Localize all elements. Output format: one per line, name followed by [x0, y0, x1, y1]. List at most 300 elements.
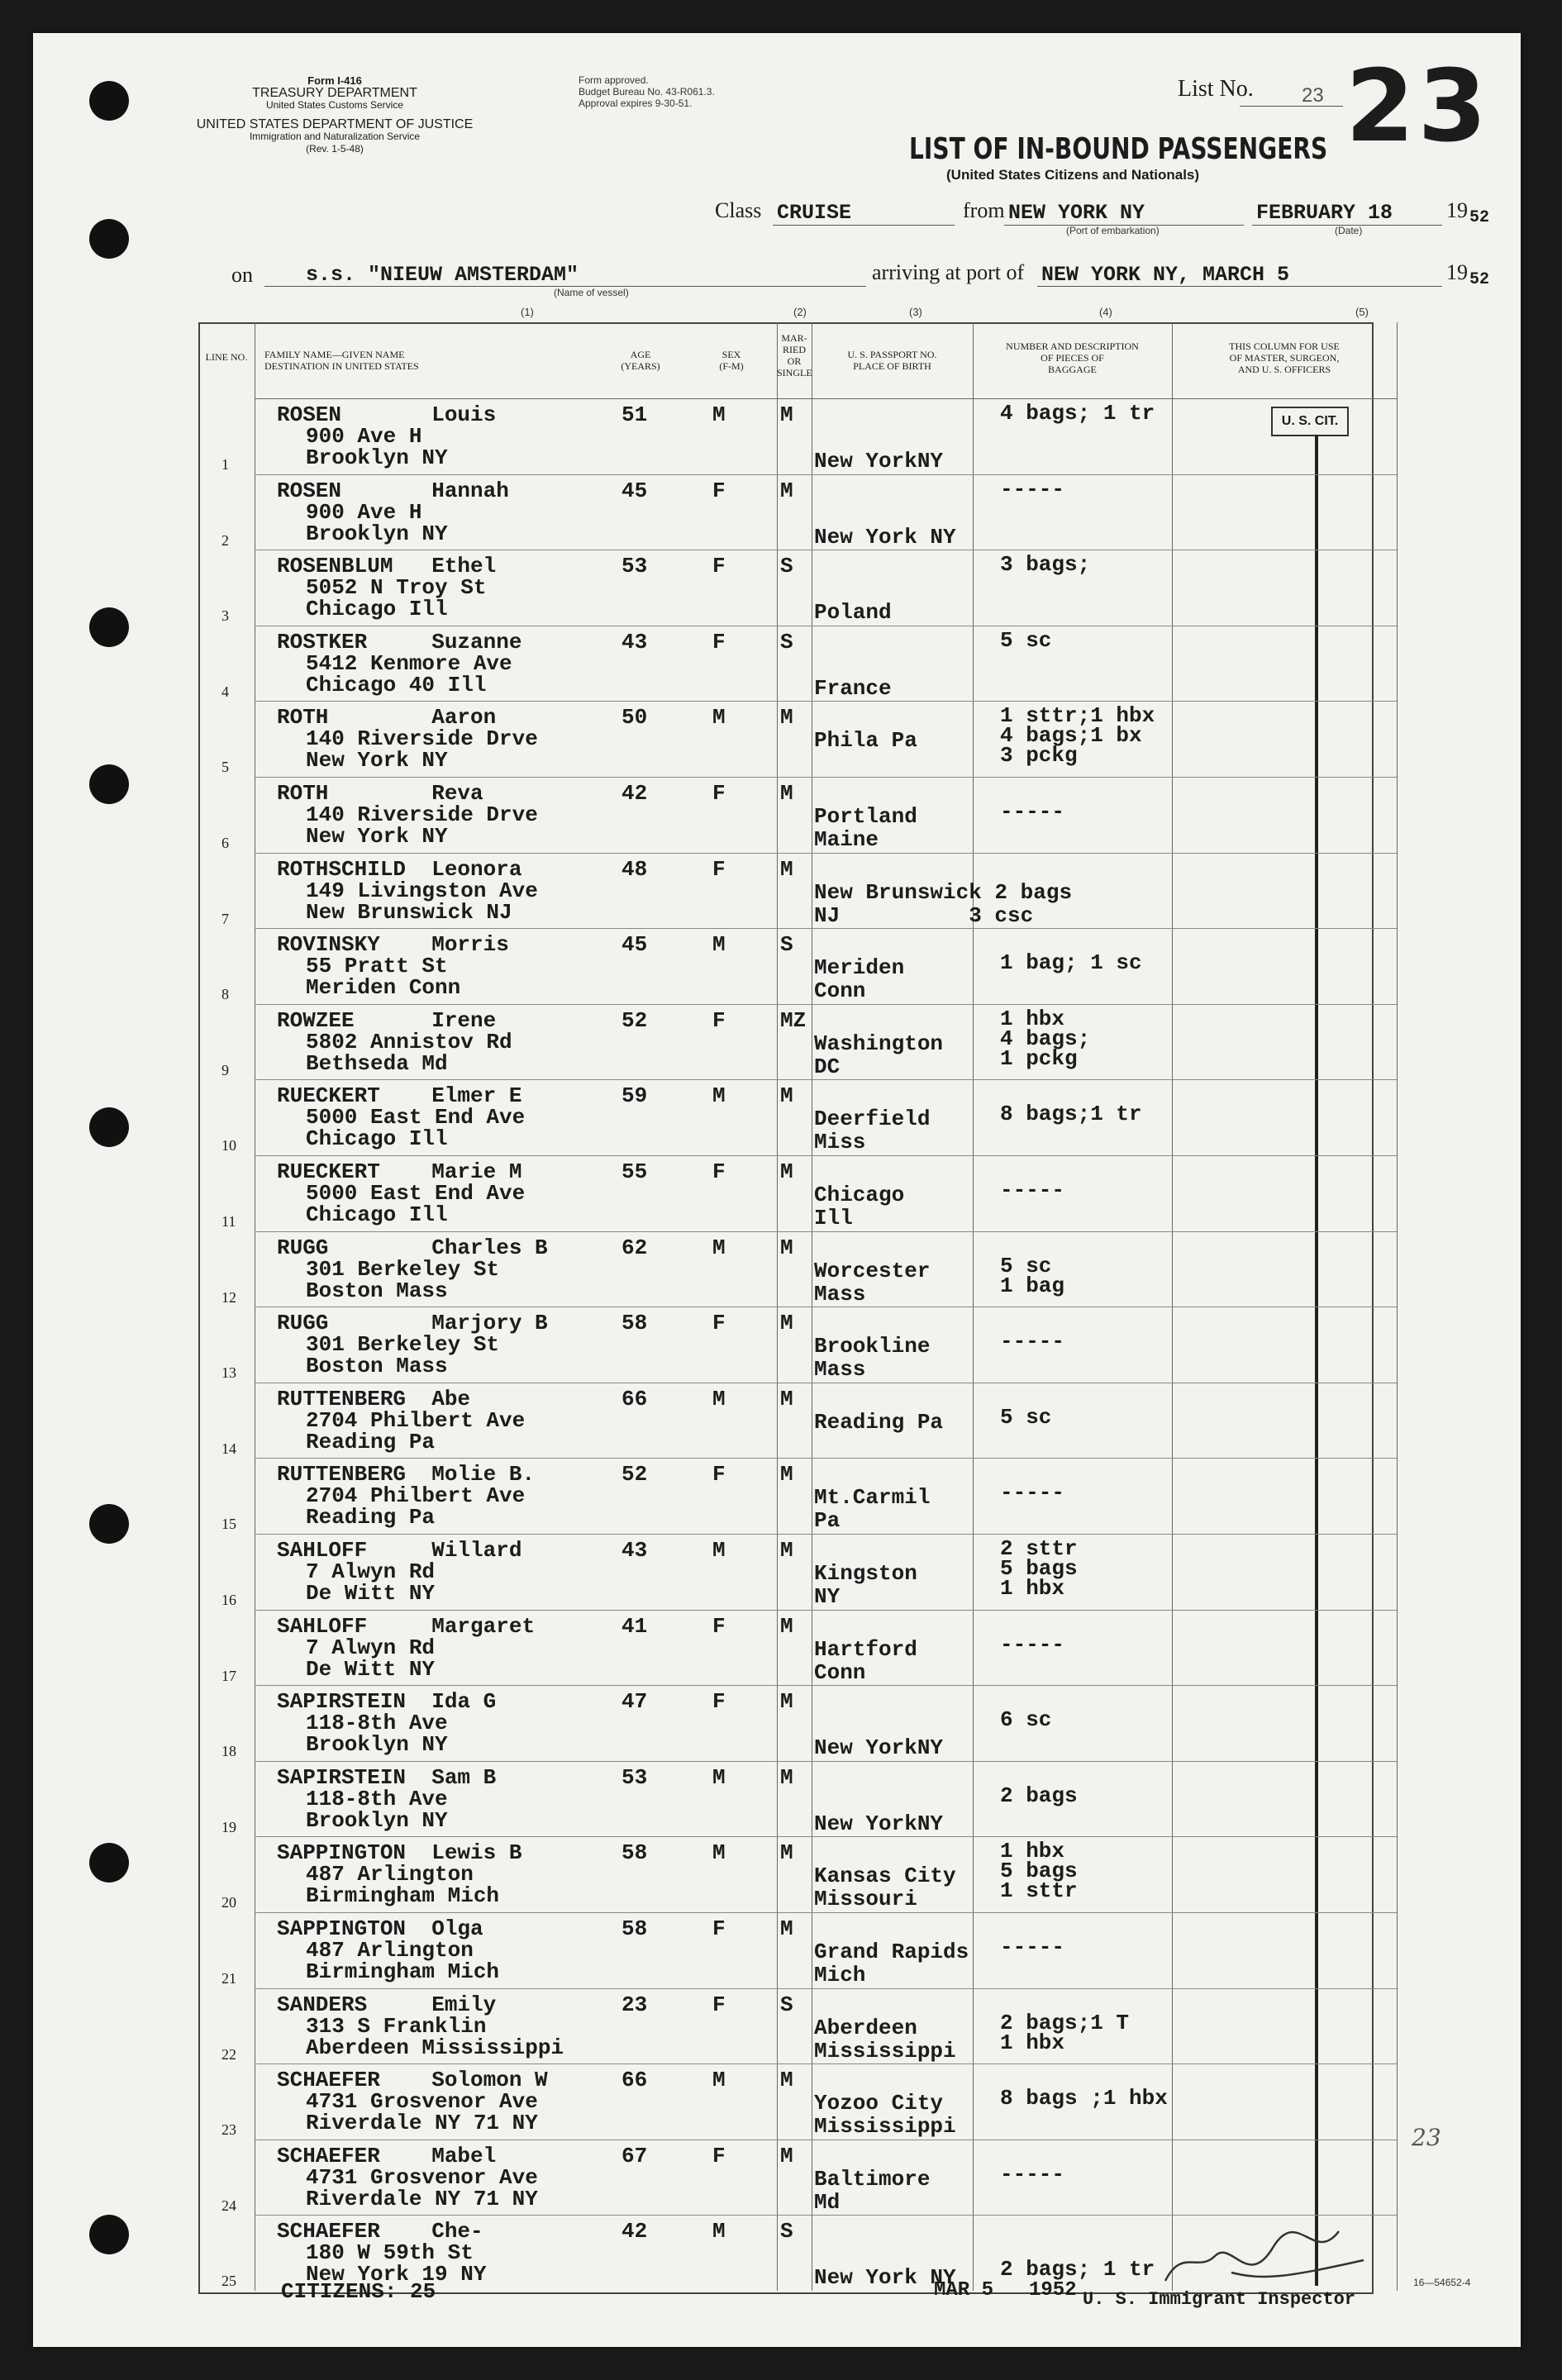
header-line-no: LINE NO.: [205, 351, 248, 363]
passenger-address: 5802 Annistov Rd: [306, 1029, 512, 1054]
line-number: 21: [221, 1970, 236, 1987]
header-sex: SEX (F-M): [719, 349, 744, 372]
passenger-age: 47: [621, 1689, 648, 1715]
passenger-name: ROSEN Hannah: [277, 478, 509, 503]
passenger-address: 149 Livingston Ave: [306, 878, 538, 903]
passenger-city: Brooklyn NY: [306, 1732, 448, 1758]
punch-hole: [89, 1107, 129, 1147]
baggage: -----: [1000, 799, 1065, 824]
marital-status: S: [780, 629, 793, 654]
passenger-age: 52: [621, 1462, 648, 1488]
passenger-sex: M: [712, 1538, 726, 1563]
header-passport: U. S. PASSPORT NO. PLACE OF BIRTH: [847, 349, 937, 372]
line-number: 15: [221, 1516, 236, 1533]
birth-place: Meriden Conn: [814, 955, 905, 1004]
passenger-city: Boston Mass: [306, 1278, 448, 1303]
passenger-age: 66: [621, 2068, 648, 2093]
baggage: 3 bags;: [1000, 552, 1091, 578]
birth-place: Mt.Carmil Pa: [814, 1485, 931, 1534]
passenger-city: Bethseda Md: [306, 1050, 448, 1076]
passenger-name: SAPIRSTEIN Sam B: [277, 1764, 497, 1790]
passenger-sex: F: [712, 781, 726, 806]
passenger-city: Birmingham Mich: [306, 1959, 500, 1984]
passenger-sex: M: [712, 2219, 726, 2244]
birth-place: New YorkNY: [814, 1735, 944, 1761]
passenger-name: ROTH Reva: [277, 781, 483, 806]
passenger-address: 487 Arlington: [306, 1862, 474, 1887]
baggage: 1 hbx 4 bags; 1 pckg: [1000, 1006, 1091, 1071]
form-number: Form I-416: [307, 74, 362, 87]
officer-bracket-line: [1315, 435, 1318, 2286]
list-no-small: 23: [1302, 84, 1324, 107]
passenger-sex: F: [712, 554, 726, 579]
line-number: 10: [221, 1137, 236, 1154]
passenger-address: 301 Berkeley St: [306, 1256, 500, 1282]
baggage: 1 bag; 1 sc: [1000, 950, 1142, 976]
passenger-city: De Witt NY: [306, 1656, 436, 1682]
passenger-sex: M: [712, 1386, 726, 1411]
row-divider: [255, 1836, 1397, 1837]
row-divider: [255, 474, 1397, 475]
date-caption: (Date): [1335, 225, 1363, 236]
baggage: 8 bags;1 tr: [1000, 1102, 1142, 1127]
marital-status: S: [780, 2219, 793, 2244]
baggage: 2 sttr 5 bags 1 hbx: [1000, 1536, 1078, 1601]
justice-dept: UNITED STATES DEPARTMENT OF JUSTICE: [196, 117, 474, 131]
citizens-total: CITIZENS: 25: [281, 2279, 436, 2304]
header-baggage: NUMBER AND DESCRIPTION OF PIECES OF BAGGAGE: [1006, 340, 1139, 375]
year-prefix: 19: [1446, 260, 1468, 284]
col-number: (2): [793, 306, 807, 318]
passenger-name: SAPIRSTEIN Ida G: [277, 1689, 497, 1715]
baggage: 1 hbx 5 bags 1 sttr: [1000, 1839, 1078, 1904]
stamp-date: MAR 5: [934, 2279, 994, 2301]
passenger-sex: M: [712, 1235, 726, 1260]
line-number: 4: [221, 683, 229, 700]
baggage: 2 bags: [1000, 1783, 1078, 1808]
line-number: 1: [221, 456, 229, 473]
passenger-age: 48: [621, 856, 648, 882]
line-number: 14: [221, 1440, 236, 1457]
passenger-city: Chicago Ill: [306, 597, 448, 622]
passenger-name: SCHAEFER Che-: [277, 2219, 483, 2244]
passenger-sex: F: [712, 856, 726, 882]
marital-status: M: [780, 1764, 793, 1790]
marital-status: S: [780, 1992, 793, 2017]
passenger-address: 118-8th Ave: [306, 1786, 448, 1811]
passenger-city: Chicago 40 Ill: [306, 672, 487, 697]
revision: (Rev. 1-5-48): [306, 143, 364, 155]
arrival-port-date: NEW YORK NY, MARCH 5: [1041, 263, 1290, 287]
passenger-name: SCHAEFER Mabel: [277, 2143, 497, 2168]
passenger-sex: M: [712, 932, 726, 958]
margin-note: 23: [1412, 2124, 1441, 2151]
passenger-sex: M: [712, 1840, 726, 1866]
birth-place: Baltimore Md: [814, 2166, 931, 2215]
vessel-name: s.s. "NIEUW AMSTERDAM": [306, 263, 579, 287]
passenger-name: RUECKERT Elmer E: [277, 1083, 522, 1109]
marital-status: M: [780, 402, 793, 427]
punch-hole: [89, 764, 129, 804]
baggage: -----: [1000, 2161, 1065, 2187]
inspector-label: U. S. Immigrant Inspector: [1083, 2289, 1356, 2310]
passenger-name: RUGG Charles B: [277, 1235, 548, 1260]
baggage: -----: [1000, 1631, 1065, 1657]
birth-place: New Brunswick 2 bags NJ 3 csc: [814, 879, 1073, 928]
marital-status: M: [780, 1235, 793, 1260]
passenger-sex: F: [712, 1613, 726, 1639]
row-divider: [255, 1912, 1397, 1913]
passenger-sex: F: [712, 1311, 726, 1336]
approval-line: Approval expires 9-30-51.: [579, 98, 693, 109]
passenger-age: 43: [621, 629, 648, 654]
customs-service: United States Customs Service: [265, 99, 404, 111]
line-number: 3: [221, 607, 229, 625]
marital-status: M: [780, 1462, 793, 1488]
passenger-age: 45: [621, 932, 648, 958]
line-number: 25: [221, 2273, 236, 2290]
approval-line: Form approved.: [579, 74, 649, 86]
birth-place: Phila Pa: [814, 728, 917, 754]
line-number: 2: [221, 531, 229, 549]
passenger-age: 51: [621, 402, 648, 427]
passenger-address: 140 Riverside Drve: [306, 726, 538, 752]
passenger-sex: M: [712, 2068, 726, 2093]
marital-status: S: [780, 554, 793, 579]
passenger-age: 23: [621, 1992, 648, 2017]
line-number: 12: [221, 1288, 236, 1306]
passenger-city: New Brunswick NJ: [306, 899, 512, 925]
passenger-city: Birmingham Mich: [306, 1883, 500, 1909]
row-divider: [255, 1231, 1397, 1232]
passenger-sex: F: [712, 1007, 726, 1033]
baggage: 6 sc: [1000, 1707, 1052, 1733]
row-divider: [255, 2063, 1397, 2064]
passenger-name: ROWZEE Irene: [277, 1007, 497, 1033]
on-label: on: [231, 263, 253, 287]
list-no-label: List No.: [1178, 76, 1254, 102]
passenger-address: 2704 Philbert Ave: [306, 1407, 526, 1433]
baggage: 5 sc: [1000, 627, 1052, 653]
marital-status: M: [780, 1386, 793, 1411]
baggage: -----: [1000, 1178, 1065, 1202]
passenger-city: Aberdeen Mississippi: [306, 2035, 564, 2060]
line-number: 5: [221, 759, 229, 776]
marital-status: M: [780, 1538, 793, 1563]
port-embarkation-caption: (Port of embarkation): [1066, 225, 1160, 236]
col-number: (5): [1355, 306, 1369, 318]
baggage: -----: [1000, 476, 1065, 502]
ins-service: Immigration and Naturalization Service: [249, 131, 421, 142]
passenger-name: ROSENBLUM Ethel: [277, 554, 497, 579]
birth-place: Kansas City Missouri: [814, 1864, 956, 1912]
passenger-age: 50: [621, 705, 648, 731]
passenger-city: New York NY: [306, 748, 448, 774]
punch-hole: [89, 1504, 129, 1544]
form-approval: [579, 74, 777, 109]
header-age: AGE (YEARS): [621, 349, 660, 372]
header-married: MAR- RIED OR SINGLE: [777, 332, 812, 378]
passenger-address: 900 Ave H: [306, 499, 422, 525]
passenger-age: 58: [621, 1311, 648, 1336]
passenger-name: RUECKERT Marie M: [277, 1159, 522, 1184]
baggage: 8 bags ;1 hbx: [1000, 2086, 1168, 2111]
row-divider: [255, 1458, 1397, 1459]
row-divider: [255, 853, 1397, 854]
passenger-age: 41: [621, 1613, 648, 1639]
row-divider: [255, 1155, 1397, 1156]
passenger-city: De Witt NY: [306, 1581, 436, 1606]
class-label: Class: [715, 198, 762, 222]
passenger-city: Meriden Conn: [306, 975, 461, 1001]
stamp-year: 1952: [1029, 2279, 1077, 2301]
passenger-address: 55 Pratt St: [306, 954, 448, 979]
line-number: 11: [221, 1213, 236, 1230]
passenger-name: RUTTENBERG Abe: [277, 1386, 471, 1411]
birth-place: New YorkNY: [814, 449, 944, 474]
marital-status: M: [780, 705, 793, 731]
row-divider: [255, 928, 1397, 929]
manifest-page: [33, 33, 1521, 2347]
inspector-signature: [1149, 2215, 1397, 2306]
passenger-age: 66: [621, 1386, 648, 1411]
passenger-sex: F: [712, 2143, 726, 2168]
baggage: -----: [1000, 1935, 1065, 1959]
passenger-name: SAPPINGTON Lewis B: [277, 1840, 522, 1866]
passenger-name: SAHLOFF Willard: [277, 1538, 522, 1563]
passenger-name: ROSEN Louis: [277, 402, 497, 427]
passenger-name: ROSTKER Suzanne: [277, 629, 522, 654]
passenger-sex: F: [712, 1462, 726, 1488]
passenger-address: 180 W 59th St: [306, 2240, 474, 2266]
passenger-name: SAHLOFF Margaret: [277, 1613, 536, 1639]
baggage: 5 sc 1 bag: [1000, 1253, 1065, 1298]
birth-place: Worcester Mass: [814, 1258, 931, 1307]
birth-place: Yozoo City Mississippi: [814, 2091, 956, 2140]
birth-place: Deerfield Miss: [814, 1107, 931, 1155]
passenger-name: ROTH Aaron: [277, 705, 497, 731]
col-number: (1): [521, 306, 534, 318]
marital-status: M: [780, 2143, 793, 2168]
line-number: 20: [221, 1894, 236, 1911]
passenger-age: 42: [621, 2219, 648, 2244]
form-agency-block: [194, 74, 475, 155]
row-divider: [255, 1610, 1397, 1611]
marital-status: M: [780, 2068, 793, 2093]
passenger-name: RUTTENBERG Molie B.: [277, 1462, 536, 1488]
baggage: 2 bags; 1 tr: [1000, 2257, 1155, 2282]
year-suffix: 52: [1469, 208, 1490, 227]
birth-place: Aberdeen Mississippi: [814, 2015, 956, 2063]
line-number: 18: [221, 1743, 236, 1760]
passenger-name: SAPPINGTON Olga: [277, 1916, 483, 1941]
passenger-address: 487 Arlington: [306, 1938, 474, 1963]
passenger-age: 43: [621, 1538, 648, 1563]
marital-status: M: [780, 1689, 793, 1715]
birth-place: Grand Rapids Mich: [814, 1940, 969, 1987]
passenger-city: Reading Pa: [306, 1429, 436, 1454]
punch-hole: [89, 2215, 129, 2254]
passenger-sex: M: [712, 1764, 726, 1790]
birth-place: Hartford Conn: [814, 1636, 917, 1685]
passenger-age: 58: [621, 1916, 648, 1941]
passenger-name: SCHAEFER Solomon W: [277, 2068, 548, 2093]
passenger-address: 7 Alwyn Rd: [306, 1635, 436, 1660]
passenger-name: RUGG Marjory B: [277, 1311, 548, 1336]
line-number: 24: [221, 2197, 236, 2214]
passenger-sex: M: [712, 705, 726, 731]
line-number: 8: [221, 986, 229, 1003]
form-code: 16—54652-4: [1413, 2277, 1471, 2288]
passenger-sex: F: [712, 1992, 726, 2017]
treasury-dept: TREASURY DEPARTMENT: [252, 86, 417, 100]
birth-place: Kingston NY: [814, 1561, 917, 1609]
passenger-address: 900 Ave H: [306, 424, 422, 449]
passenger-age: 58: [621, 1840, 648, 1866]
col-number: (4): [1099, 306, 1112, 318]
marital-status: M: [780, 856, 793, 882]
vessel-caption: (Name of vessel): [554, 287, 629, 298]
marital-status: M: [780, 1311, 793, 1336]
passenger-address: 301 Berkeley St: [306, 1332, 500, 1358]
passenger-name: SANDERS Emily: [277, 1992, 497, 2017]
passenger-address: 118-8th Ave: [306, 1711, 448, 1736]
passenger-sex: F: [712, 1689, 726, 1715]
passenger-sex: F: [712, 1916, 726, 1941]
passenger-name: ROTHSCHILD Leonora: [277, 856, 522, 882]
list-no-big: 23: [1345, 50, 1490, 164]
punch-hole: [89, 1843, 129, 1883]
row-divider: [255, 777, 1397, 778]
row-divider: [255, 1988, 1397, 1989]
birth-place: Reading Pa: [814, 1409, 944, 1435]
passenger-sex: F: [712, 1159, 726, 1184]
row-divider: [255, 1004, 1397, 1005]
passenger-age: 53: [621, 554, 648, 579]
punch-hole: [89, 607, 129, 647]
passenger-city: Chicago Ill: [306, 1126, 448, 1152]
birth-place: Poland: [814, 600, 892, 626]
col-number: (3): [909, 306, 922, 318]
passenger-address: 313 S Franklin: [306, 2013, 487, 2039]
baggage: 4 bags; 1 tr: [1000, 401, 1155, 426]
passenger-age: 55: [621, 1159, 648, 1184]
passenger-address: 5000 East End Ave: [306, 1105, 526, 1130]
row-divider: [255, 1761, 1397, 1762]
line-number: 13: [221, 1364, 236, 1382]
passenger-age: 42: [621, 781, 648, 806]
birth-place: New York NY: [814, 524, 956, 550]
marital-status: M: [780, 478, 793, 503]
passenger-city: Riverdale NY 71 NY: [306, 2186, 538, 2211]
passenger-name: ROVINSKY Morris: [277, 932, 509, 958]
from-value: NEW YORK NY: [1008, 201, 1145, 225]
header-name: FAMILY NAME—GIVEN NAME DESTINATION IN UNITED STATES: [264, 349, 419, 372]
class-value: CRUISE: [777, 201, 852, 225]
marital-status: MZ: [780, 1007, 807, 1033]
birth-place: New YorkNY: [814, 1811, 944, 1836]
approval-line: Budget Bureau No. 43-R061.3.: [579, 86, 715, 98]
line-number: 9: [221, 1061, 229, 1078]
marital-status: M: [780, 1613, 793, 1639]
baggage: 1 sttr;1 hbx 4 bags;1 bx 3 pckg: [1000, 703, 1155, 769]
row-divider: [255, 1685, 1397, 1686]
passenger-address: 2704 Philbert Ave: [306, 1483, 526, 1509]
passenger-age: 45: [621, 478, 648, 503]
passenger-sex: M: [712, 402, 726, 427]
passenger-city: Boston Mass: [306, 1354, 448, 1379]
passenger-address: 5052 N Troy St: [306, 575, 487, 601]
marital-status: M: [780, 1083, 793, 1109]
baggage: 5 sc: [1000, 1404, 1052, 1430]
row-divider: [255, 701, 1397, 702]
marital-status: M: [780, 1916, 793, 1941]
passenger-age: 62: [621, 1235, 648, 1260]
passenger-sex: F: [712, 478, 726, 503]
passenger-city: Riverdale NY 71 NY: [306, 2111, 538, 2136]
line-number: 16: [221, 1592, 236, 1608]
baggage: 2 bags;1 T 1 hbx: [1000, 2010, 1130, 2055]
passenger-city: New York 19 NY: [306, 2262, 487, 2287]
line-number: 6: [221, 835, 229, 851]
header-officers: THIS COLUMN FOR USE OF MASTER, SURGEON, AND U. S. OFFICERS: [1229, 340, 1340, 375]
passenger-sex: M: [712, 1083, 726, 1109]
departure-date: FEBRUARY 18: [1256, 201, 1393, 225]
passenger-address: 5412 Kenmore Ave: [306, 650, 512, 676]
birth-place: New York NY: [814, 2265, 956, 2291]
passenger-city: New York NY: [306, 824, 448, 849]
baggage: -----: [1000, 1329, 1065, 1354]
passenger-age: 59: [621, 1083, 648, 1109]
marital-status: S: [780, 932, 793, 958]
line-number: 17: [221, 1667, 236, 1684]
passenger-age: 67: [621, 2143, 648, 2168]
birth-place: Portland Maine: [814, 804, 917, 852]
row-divider: [255, 1534, 1397, 1535]
line-number: 19: [221, 1818, 236, 1835]
year-suffix: 52: [1469, 270, 1490, 289]
birth-place: Chicago Ill: [814, 1183, 905, 1230]
birth-place: France: [814, 675, 892, 701]
birth-place: Washington DC: [814, 1031, 944, 1079]
passenger-city: Chicago Ill: [306, 1202, 448, 1227]
passenger-address: 4731 Grosvenor Ave: [306, 2164, 538, 2190]
page-subtitle: (United States Citizens and Nationals): [946, 167, 1200, 183]
passenger-address: 5000 East End Ave: [306, 1181, 526, 1206]
line-number: 7: [221, 910, 229, 927]
punch-hole: [89, 219, 129, 259]
passenger-age: 52: [621, 1007, 648, 1033]
row-divider: [255, 1079, 1397, 1080]
passenger-city: Brooklyn NY: [306, 1807, 448, 1833]
line-number: 22: [221, 2045, 236, 2063]
passenger-sex: F: [712, 629, 726, 654]
passenger-address: 4731 Grosvenor Ave: [306, 2089, 538, 2115]
year-prefix: 19: [1446, 198, 1468, 222]
punch-hole: [89, 81, 129, 121]
passenger-city: Brooklyn NY: [306, 521, 448, 546]
marital-status: M: [780, 781, 793, 806]
line-number: 23: [221, 2121, 236, 2139]
birth-place: Brookline Mass: [814, 1334, 931, 1383]
us-citizen-stamp: U. S. CIT.: [1271, 407, 1349, 436]
from-label: from: [963, 198, 1005, 222]
passenger-city: Reading Pa: [306, 1505, 436, 1530]
baggage: -----: [1000, 1480, 1065, 1506]
marital-status: M: [780, 1840, 793, 1866]
passenger-address: 140 Riverside Drve: [306, 802, 538, 827]
passenger-age: 53: [621, 1764, 648, 1790]
